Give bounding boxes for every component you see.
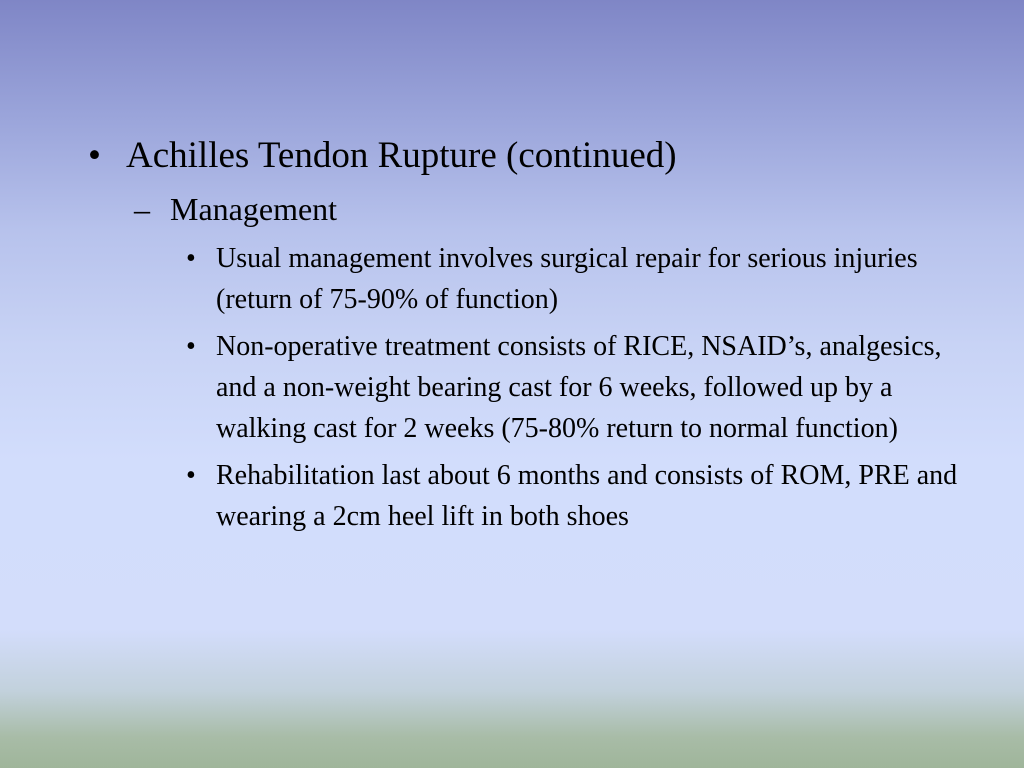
- list-item: [186, 326, 966, 449]
- bullet-marker: •: [88, 135, 101, 176]
- bullet-marker: •: [186, 243, 196, 274]
- list-item-text: Usual management involves surgical repair for serious injuries (return of 75-90% of function): [216, 243, 918, 315]
- slide-content: [88, 134, 978, 543]
- list-item: [186, 455, 966, 537]
- sub-heading: [134, 190, 978, 228]
- subheading-text: Management: [170, 191, 338, 227]
- list-item-text: Rehabilitation last about 6 months and consists of ROM, PRE and wearing a 2cm heel lift in both shoes: [216, 460, 958, 532]
- list-item: [186, 238, 966, 320]
- bullet-marker: •: [186, 460, 196, 491]
- slide-heading: Achilles Tendon Rupture (continued): [126, 135, 677, 176]
- bullet-marker: •: [186, 331, 196, 362]
- list-item-text: Non-operative treatment consists of RICE, NSAID’s, analgesics, and a non-weight bearing cast for 6 weeks, followed up by a walking cast for 2 weeks (75-80% return to normal function): [216, 331, 942, 444]
- main-bullet: [88, 134, 978, 178]
- dash-marker: –: [134, 191, 150, 227]
- management-list: [186, 238, 966, 537]
